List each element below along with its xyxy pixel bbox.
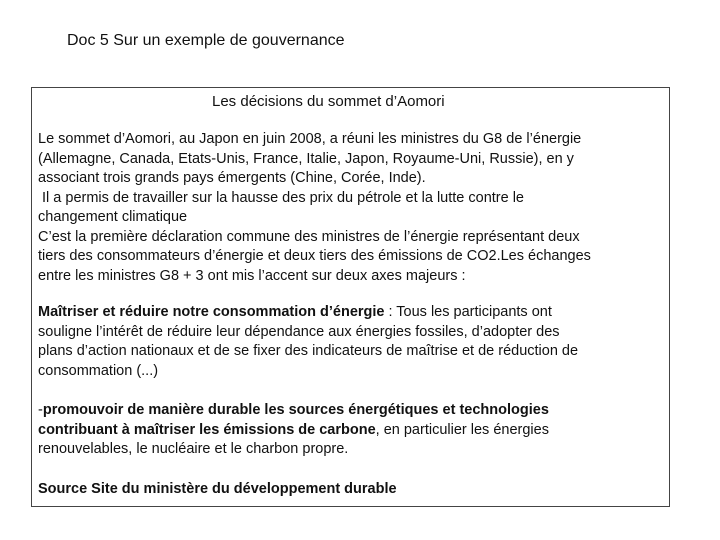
text-line: C’est la première déclaration commune des ministres de l’énergie représentant deux <box>38 228 580 245</box>
text-line: associant trois grands pays émergents (Chine, Corée, Inde). <box>38 170 426 186</box>
axis-two-heading-line2: contribuant à maîtriser les émissions de carbone <box>38 421 376 438</box>
content-box <box>31 87 670 507</box>
text-line: entre les ministres G8 + 3 ont mis l’accent sur deux axes majeurs : <box>38 267 466 284</box>
source-text: Source Site du ministère du développement durable <box>38 481 397 497</box>
text-line: Le sommet d’Aomori, au Japon en juin 2008, a réuni les ministres du G8 de l’énergie <box>38 131 582 147</box>
text-line <box>38 401 666 421</box>
axis-two-heading-line1: promouvoir de manière durable les sources énergétiques et technologies <box>42 402 549 418</box>
source-line <box>38 480 666 500</box>
text-line: (Allemagne, Canada, Etats-Unis, France, Italie, Japon, Royaume-Uni, Russie), en y <box>38 150 574 167</box>
text-line: plans d’action nationaux et de se fixer des indicateurs de maîtrise et de réduction de <box>38 343 579 359</box>
axis-two-lead: , en particulier les énergies <box>375 421 549 438</box>
text-line: consommation (...) <box>38 362 159 379</box>
text-line <box>38 303 666 323</box>
box-heading: Les décisions du sommet d’Aomori <box>212 93 445 110</box>
axis-two-dash: - <box>38 402 43 418</box>
intro-paragraph <box>38 130 666 286</box>
text-line: tiers des consommateurs d’énergie et deux tiers des émissions de CO2.Les échanges <box>38 248 591 264</box>
text-line <box>38 421 666 441</box>
axis-one-lead: : Tous les participants ont <box>384 304 552 320</box>
text-line: renouvelables, le nucléaire et le charbon propre. <box>38 441 349 457</box>
text-line: changement climatique <box>38 209 188 225</box>
text-line: Il a permis de travailler sur la hausse des prix du pétrole et la lutte contre le <box>38 189 524 206</box>
text-line: souligne l’intérêt de réduire leur dépendance aux énergies fossiles, d’adopter des <box>38 323 560 340</box>
document-title: Doc 5 Sur un exemple de gouvernance <box>67 32 345 49</box>
axis-one-paragraph <box>38 303 666 381</box>
axis-two-paragraph <box>38 401 666 460</box>
axis-one-heading: Maîtriser et réduire notre consommation d’énergie <box>38 304 385 320</box>
